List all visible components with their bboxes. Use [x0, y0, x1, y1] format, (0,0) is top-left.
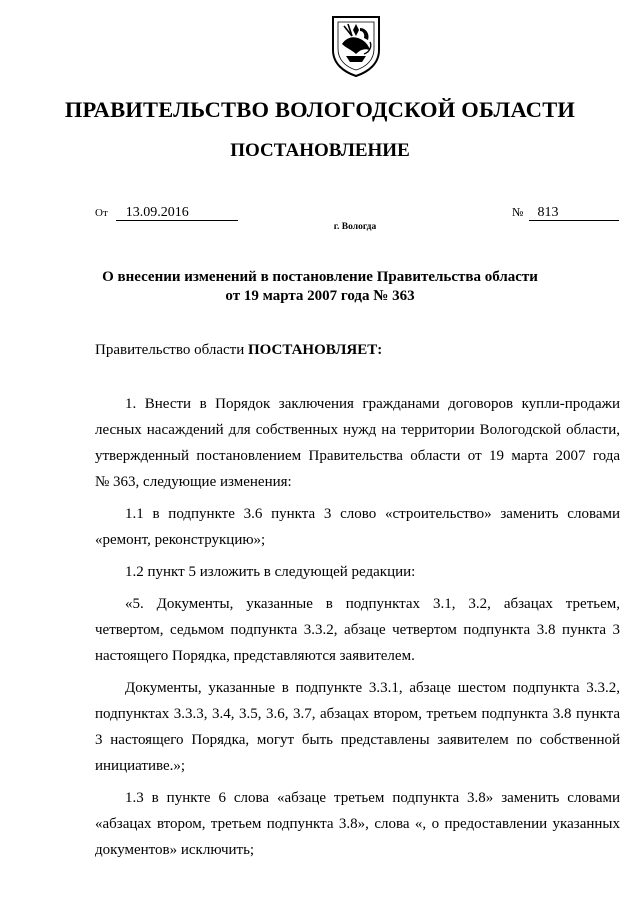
preamble [95, 337, 620, 363]
text-line: 1.3 в пункте 6 слова «абзаце третьем подпункта 3.8» заменить словами [125, 790, 620, 806]
text-line: 3 настоящего Порядка, могут быть представлены заявителем по собственной [95, 732, 620, 748]
text-line: лесных насаждений для собственных нужд на территории Вологодской области, [95, 422, 620, 438]
city-label: г. Вологда [333, 222, 377, 232]
text-line: документов» исключить; [95, 842, 255, 858]
subject-line: О внесении изменений в постановление Правительства области [102, 269, 538, 285]
preamble-bold: ПОСТАНОВЛЯЕТ: [247, 342, 383, 358]
text-line: Документы, указанные в подпункте 3.3.1, абзаце шестом подпункта 3.3.2, [125, 680, 620, 696]
text-line: утвержденный постановлением Правительства области от 19 марта 2007 года [95, 448, 620, 464]
text-line: 1.2 пункт 5 изложить в следующей редакции: [125, 564, 416, 580]
text-line: четвертом, седьмом подпункта 3.3.2, абзаце четвертом подпункта 3.8 пункта 3 [95, 622, 620, 638]
paragraph-1-2 [95, 559, 620, 585]
subject-line: от 19 марта 2007 года № 363 [225, 288, 415, 304]
date-value: 13.09.2016 [116, 205, 238, 221]
text-line: 1.1 в подпункте 3.6 пункта 3 слово «строительство» заменить словами [125, 506, 620, 522]
text-line: инициативе.»; [95, 758, 186, 774]
document-body [95, 337, 620, 869]
date-label: От [95, 207, 108, 219]
date-row [95, 205, 238, 221]
document-subject [0, 268, 640, 306]
vologda-coat-of-arms-icon [330, 14, 382, 78]
number-row [512, 205, 619, 221]
text-line: «ремонт, реконструкцию»; [95, 532, 266, 548]
text-line: № 363, следующие изменения: [95, 474, 292, 490]
paragraph-1 [95, 391, 620, 495]
paragraph-5-quote [95, 591, 620, 669]
text-line: подпунктах 3.3.3, 3.4, 3.5, 3.6, 3.7, абзацах втором, третьем подпункта 3.8 пункта [95, 706, 620, 722]
text-line: «5. Документы, указанные в подпунктах 3.1, 3.2, абзацах третьем, [125, 596, 620, 612]
paragraph-1-1 [95, 501, 620, 553]
text-line: «абзацах втором, третьем подпункта 3.8», слова «, о предоставлении указанных [95, 816, 620, 832]
document-type: ПОСТАНОВЛЕНИЕ [230, 140, 410, 161]
paragraph-5-documents [95, 675, 620, 779]
text-line: 1. Внести в Порядок заключения гражданами договоров купли-продажи [125, 396, 620, 412]
text-line: настоящего Порядка, представляются заявителем. [95, 648, 415, 664]
paragraph-1-3 [95, 785, 620, 863]
number-label: № [512, 205, 524, 219]
preamble-text: Правительство области [95, 342, 245, 358]
number-value: 813 [529, 205, 619, 221]
government-title: ПРАВИТЕЛЬСТВО ВОЛОГОДСКОЙ ОБЛАСТИ [64, 97, 576, 122]
